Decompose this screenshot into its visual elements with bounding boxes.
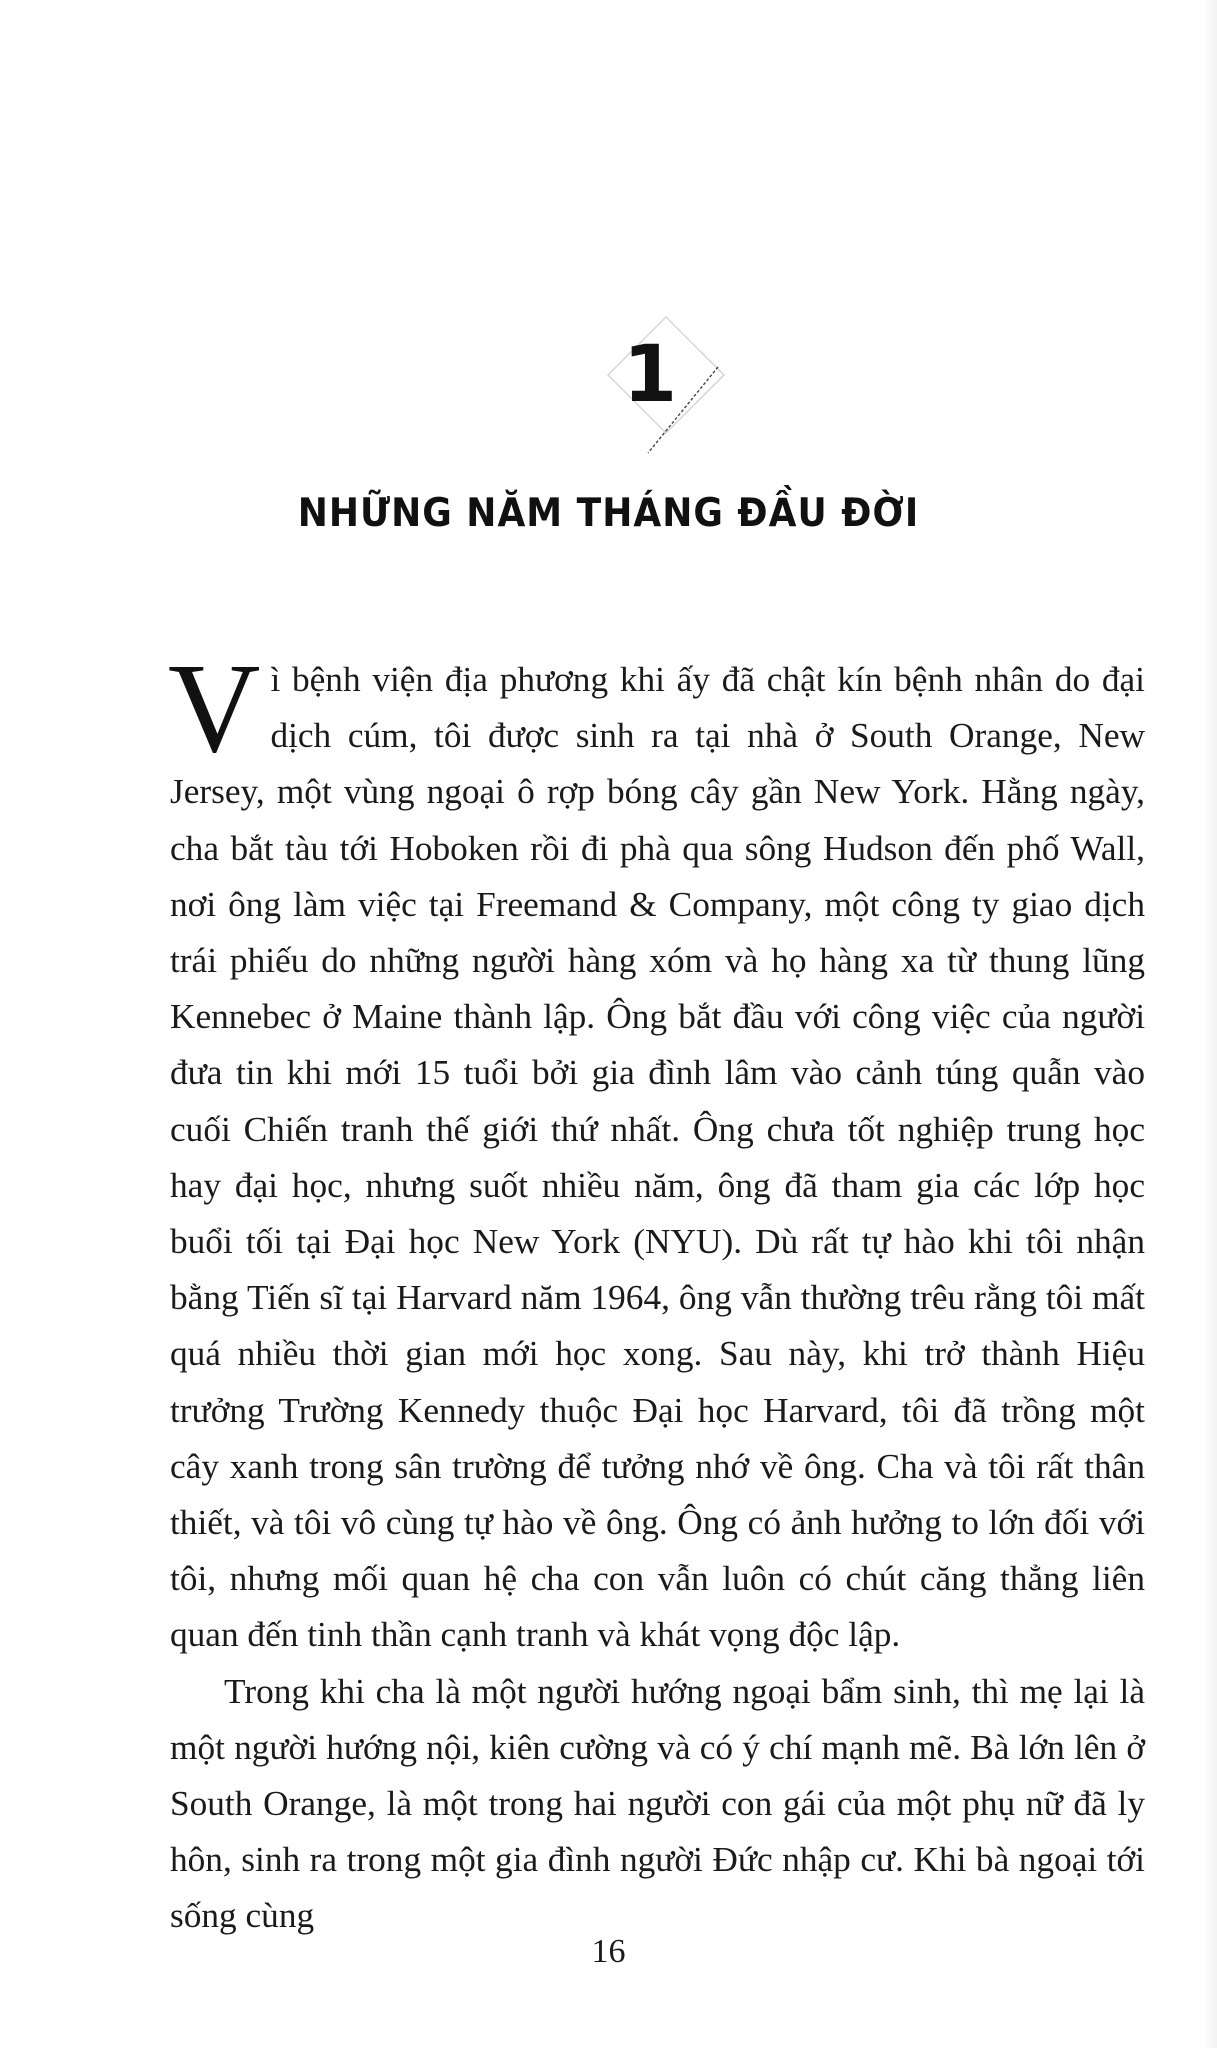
drop-cap: V bbox=[168, 637, 261, 779]
paragraph-1-text: ì bệnh viện địa phương khi ấy đã chật kín bệnh nhân do đại dịch cúm, tôi được sinh ra tại nhà ở South Orange, New Jersey, một vùng ngoại ô rợp bóng cây gần New York. Hằng ngày, cha bắt tàu tới Hoboken rồi đi phà qua sông Hudson đến phố Wall, nơi ông làm việc tại Freemand & Company, một công ty giao dịch trái phiếu do những người hàng xóm và họ hàng xa từ thung lũng Kennebec ở Maine thành lập. Ông bắt đầu với công việc của người đưa tin khi mới 15 tuổi bởi gia đình lâm vào cảnh túng quẫn vào cuối Chiến tranh thế giới thứ nhất. Ông chưa tốt nghiệp trung học hay đại học, nhưng suốt nhiều năm, ông đã tham gia các lớp học buổi tối tại Đại học New York (NYU). Dù rất tự hào khi tôi nhận bằng Tiến sĩ tại Harvard năm 1964, ông vẫn thường trêu rằng tôi mất quá nhiều thời gian mới học xong. Sau này, khi trở thành Hiệu trưởng Trường Kennedy thuộc Đại học Harvard, tôi đã trồng một cây xanh trong sân trường để tưởng nhớ về ông. Cha và tôi rất thân thiết, và tôi vô cùng tự hào về ông. Ông có ảnh hưởng to lớn đối với tôi, nhưng mối quan hệ cha con vẫn luôn có chút căng thẳng liên quan đến tinh thần cạnh tranh và khát vọng độc lập. bbox=[170, 660, 1145, 1655]
paragraph-2: Trong khi cha là một người hướng ngoại bẩm sinh, thì mẹ lại là một người hướng nội, kiên cường và có ý chí mạnh mẽ. Bà lớn lên ở South Orange, là một trong hai người con gái của một phụ nữ đã ly hôn, sinh ra trong một gia đình người Đức nhập cư. Khi bà ngoại tới sống cùng bbox=[170, 1671, 1145, 1936]
page-edge-shadow bbox=[1203, 0, 1217, 2048]
body-text bbox=[168, 637, 1145, 1945]
chapter-number: 1 bbox=[622, 330, 678, 420]
page-number: 16 bbox=[591, 1933, 626, 1970]
chapter-title: NHỮNG NĂM THÁNG ĐẦU ĐỜI bbox=[297, 490, 920, 536]
paragraph-1 bbox=[168, 637, 1145, 1664]
